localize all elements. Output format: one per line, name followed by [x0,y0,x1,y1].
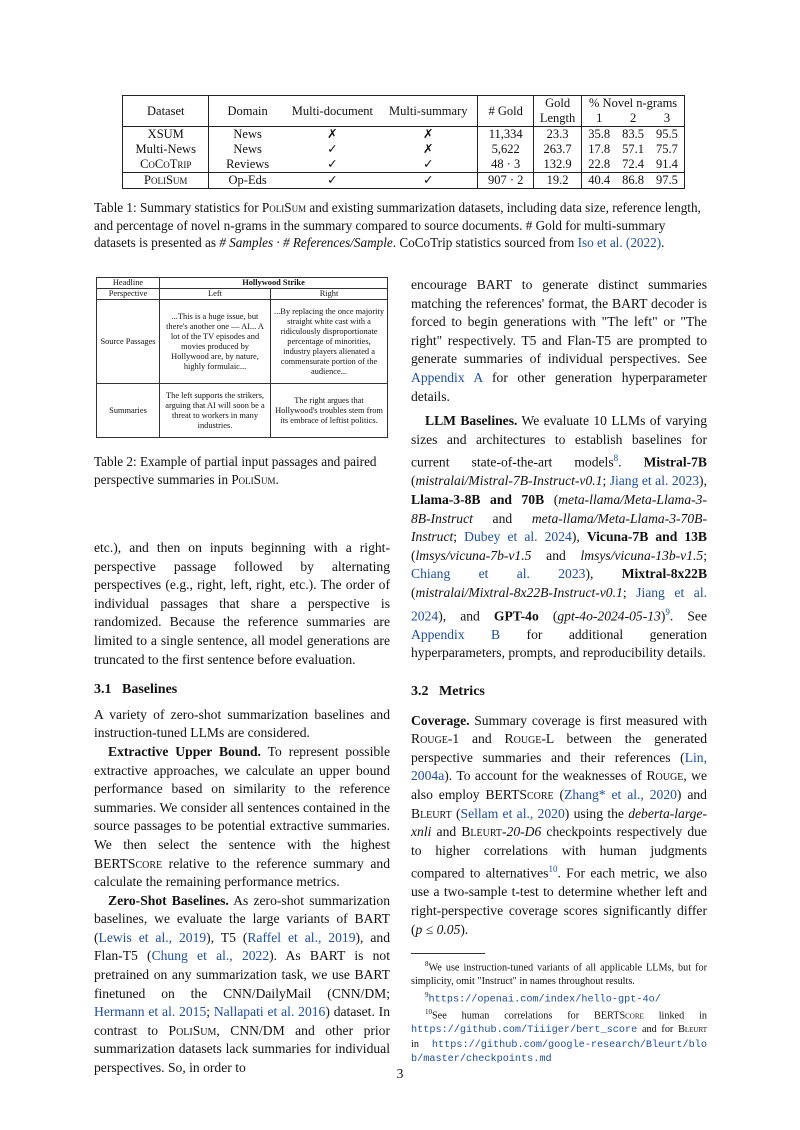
paragraph-coverage: Coverage. Summary coverage is first measured with Rouge-1 and Rouge-L between the generated perspective summaries and their references (Lin, 2004a). To account for the weaknesses of Rouge, we also employ BERTScore (Zhang* et al., 2020) and Bleurt (Sellam et al., 2020) using the deberta-large-xnli and Bleurt-20-D6 checkpoints respectively due to higher correlations with human judgments compared to alternatives$^{10}$. For each metric, we also use a two-sample t-test to determine whether left and right-perspective coverage scores significantly differ (p ≤ 0.05). [411,712,708,937]
footnote-url[interactable]: https://github.com/Tiiiger/bert_score [411,1025,638,1037]
appendix-link[interactable]: Appendix A [411,369,483,385]
cell-dataset: CoCoTrip [140,157,192,171]
summaries-label: Summaries [97,384,160,438]
headline-label: Headline [97,278,160,289]
paragraph: A variety of zero-shot summarization baselines and instruction-tuned LLMs are considered. [94,706,390,741]
table-row [97,278,388,289]
summary-right: The right argues that Hollywood's troubles stem from its embrace of leftist politics. [271,384,388,438]
paragraph-llm: LLM Baselines. We evaluate 10 LLMs of varying sizes and architectures to establish baselines for current state-of-the-art models$^8$. Mistral-7B (mistralai/Mistral-7B-Instruct-v0.1; Jiang et al. 2023), Llama-3-8B and 70B (meta-llama/Meta-Llama-3-8B-Instruct and meta-llama/Meta-Llama-3-70B-Instruct; Dubey et al. 2024), Vicuna-7B and 13B (lmsys/vicuna-7b-v1.5 and lmsys/vicuna-13b-v1.5; Chiang et al. 2023), Mixtral-8x22B (mistralai/Mixtral-8x22B-Instruct-v0.1; Jiang et al. 2024), and GPT-4o $(gpt-4o-2024-05-13)^9$. See Appendix B for additional generation hyperparameters, prompts, and reproducibility details. [411,413,708,661]
table-row [97,384,388,438]
cell-multi-summary: ✗ [423,142,434,156]
footnote-link[interactable]: 8 [613,453,619,464]
citation-link[interactable]: Chung et al., 2022 [151,948,270,964]
cell-domain: Reviews [209,157,286,173]
header-multi-document: Multi-document [291,103,374,118]
table-row [97,300,388,384]
footnote-10: $^{10}$See human correlations for BERTScore linked in https://github.com/Tiiiger/bert_score and for Bleurt in https://github.com/google-research/Bleurt/blob/master/checkpoints.md [411,1008,707,1066]
paragraph: etc.), and then on inputs beginning with a right-perspective passage followed by alternating perspectives (e.g., right, left, right, etc.). The order of individual passages that share a perspective is randomized. Because the reference summaries are limited to a single sentence, all model generations are truncated to the first sentence before evaluation. [94,540,390,667]
citation-link[interactable]: Dubey et al. 2024 [464,529,572,545]
cell-multi-document: ✓ [286,173,379,189]
cell-gold: 907 · 2 [478,173,533,189]
citation-link[interactable]: Jiang et al. 2023 [609,473,700,489]
cell-n2: 57.1 [622,142,645,156]
cell-dataset: PoliSum [123,173,209,189]
paragraph-zero-shot: Zero-Shot Baselines. As zero-shot summarization baselines, we evaluate the large variants of BART (Lewis et al., 2019), T5 (Raffel et al., 2019), and Flan-T5 (Chung et al., 2022). As BART is not pretrained on any summarization task, we use BART finetuned on the CNN/DailyMail (CNN/DM; Hermann et al. 2015; Nallapati et al. 2016) dataset. In contrast to PoliSum, CNN/DM and other prior summarization datasets lack summaries for individual perspectives. So, in order to [94,892,390,1076]
cell-gold: 11,334 [478,127,533,143]
footnote-divider [411,953,485,954]
cell-gold-length: 263.7 [533,142,581,157]
cell-n3: 75.7 [656,142,678,156]
citation-link[interactable]: Iso et al. (2022) [577,235,662,250]
right-label: Right [271,289,388,300]
cell-n2: 86.8 [616,173,650,189]
table-header-row [123,96,685,112]
page-number: 3 [396,1066,404,1081]
cell-n1: 40.4 [582,173,616,189]
example-summaries-table [96,277,388,438]
citation-link[interactable]: Chiang et al. 2023 [411,566,586,582]
table-row [123,157,685,173]
footnote-link[interactable]: 9 [665,606,670,617]
cell-multi-document: ✓ [327,142,338,156]
left-column [94,539,390,1078]
headline-value: Hollywood Strike [160,278,388,289]
header-multi-summary: Multi-summary [389,103,468,118]
table-row [97,289,388,300]
footnote-link[interactable]: 10 [548,864,558,875]
paragraph: encourage BART to generate distinct summaries matching the references' format, the BART decoder is forced to begin generations with "The left" or "The right" respectively. T5 and Flan-T5 are prompted to generate summaries of individual perspectives. See Appendix A for other generation hyperparameter details. [411,277,708,404]
header-n1: 1 [582,111,616,127]
citation-link[interactable]: Jiang et al. 2024 [411,585,707,624]
cell-gold-length: 23.3 [533,127,581,143]
footnotes [411,953,707,1067]
summary-left: The left supports the strikers, arguing that AI will soon be a threat to workers in many industries. [160,384,271,438]
header-novel-ngrams: % Novel n-grams [582,96,685,112]
left-label: Left [160,289,271,300]
paragraph-extractive: Extractive Upper Bound. To represent possible extractive approaches, we calculate an upper bound performance based on similarity to the reference summaries. We consider all sentences contained in the source passages to be potential extractive summaries. We then select the sentence with the highest BERTScore relative to the reference summary and calculate the remaining performance metrics. [94,743,390,890]
cell-n3: 91.4 [656,157,678,171]
cell-dataset: Multi-News [135,142,196,156]
citation-link[interactable]: Lin, 2004a [411,749,707,784]
perspective-label: Perspective [97,289,160,300]
cell-n2: 72.4 [622,157,645,171]
cell-domain: News [209,142,286,157]
cell-multi-summary: ✗ [379,127,478,143]
footnote-9: $^9$https://openai.com/index/hello-gpt-4o/ [425,990,661,1005]
source-label: Source Passages [97,300,160,384]
cell-n3: 95.5 [650,127,684,143]
cell-multi-document: ✗ [286,127,379,143]
table1-caption: Table 1: Summary statistics for PoliSum and existing summarization datasets, including data size, reference length, and percentage of novel n-grams in the summary compared to source documents. # Gold for multi-summary datasets is presented as # Samples · # References/Sample. CoCoTrip statistics sourced from Iso et al. (2022). [94,200,701,250]
citation-link[interactable]: Raffel et al., 2019 [247,929,356,945]
citation-link[interactable]: Nallapati et al. 2016 [213,1004,326,1020]
right-column [411,276,707,1067]
cell-domain: Op-Eds [209,173,286,189]
summary-statistics-table [122,95,685,189]
cell-n1: 22.8 [582,157,616,173]
cell-n3: 97.5 [650,173,684,189]
table-row [123,127,685,143]
header-domain: Domain [209,96,286,127]
header-gold-length-2: Length [533,111,581,127]
header-dataset: Dataset [147,103,185,118]
cell-n1: 17.8 [582,142,616,157]
header-n2: 2 [629,111,637,125]
source-right: ...By replacing the once majority straight white cast with a ridiculously disproportionate percentage of minorities, industry players alienated a commensurate portion of the audience... [271,300,388,384]
citation-link[interactable]: Sellam et al., 2020 [460,805,565,821]
footnote-url[interactable]: https://github.com/google-research/Bleurt/blob/master/checkpoints.md [411,1039,707,1066]
cell-multi-summary: ✓ [379,173,478,189]
cell-n2: 83.5 [616,127,650,143]
cell-multi-document: ✓ [327,157,338,171]
cell-n1: 35.8 [582,127,616,143]
header-n3: 3 [663,111,671,125]
section-heading-baselines: 3.1 Baselines [94,682,178,698]
source-left: ...This is a huge issue, but there's another one — AI... A lot of the TV episodes and movies produced by Hollywood are, by nature, highly formulaic... [160,300,271,384]
table-row [123,173,685,189]
citation-link[interactable]: Zhang* et al., 2020 [564,786,677,802]
cell-gold-length: 19.2 [533,173,581,189]
header-gold-length: Gold [533,96,581,112]
cell-multi-summary: ✓ [423,157,434,171]
citation-link[interactable]: Lewis et al., 2019 [98,929,207,945]
appendix-link[interactable]: Appendix B [411,626,501,642]
cell-gold-length: 132.9 [533,157,581,173]
cell-gold: 48 · 3 [478,157,533,173]
table2-caption: Table 2: Example of partial input passages and paired perspective summaries in PoliSum. [94,454,377,487]
header-gold: # Gold [478,96,533,127]
footnote-8: $^8$We use instruction-tuned variants of all applicable LLMs, but for simplicity, omit "Instruct" in names throughout results. [411,960,707,988]
table-row [123,142,685,157]
footnote-url[interactable]: https://openai.com/index/hello-gpt-4o/ [428,993,661,1005]
cell-domain: News [209,127,286,143]
cell-dataset: XSUM [123,127,209,143]
section-heading-metrics: 3.2 Metrics [411,683,485,699]
citation-link[interactable]: Hermann et al. 2015 [94,1004,207,1020]
cell-gold: 5,622 [478,142,533,157]
